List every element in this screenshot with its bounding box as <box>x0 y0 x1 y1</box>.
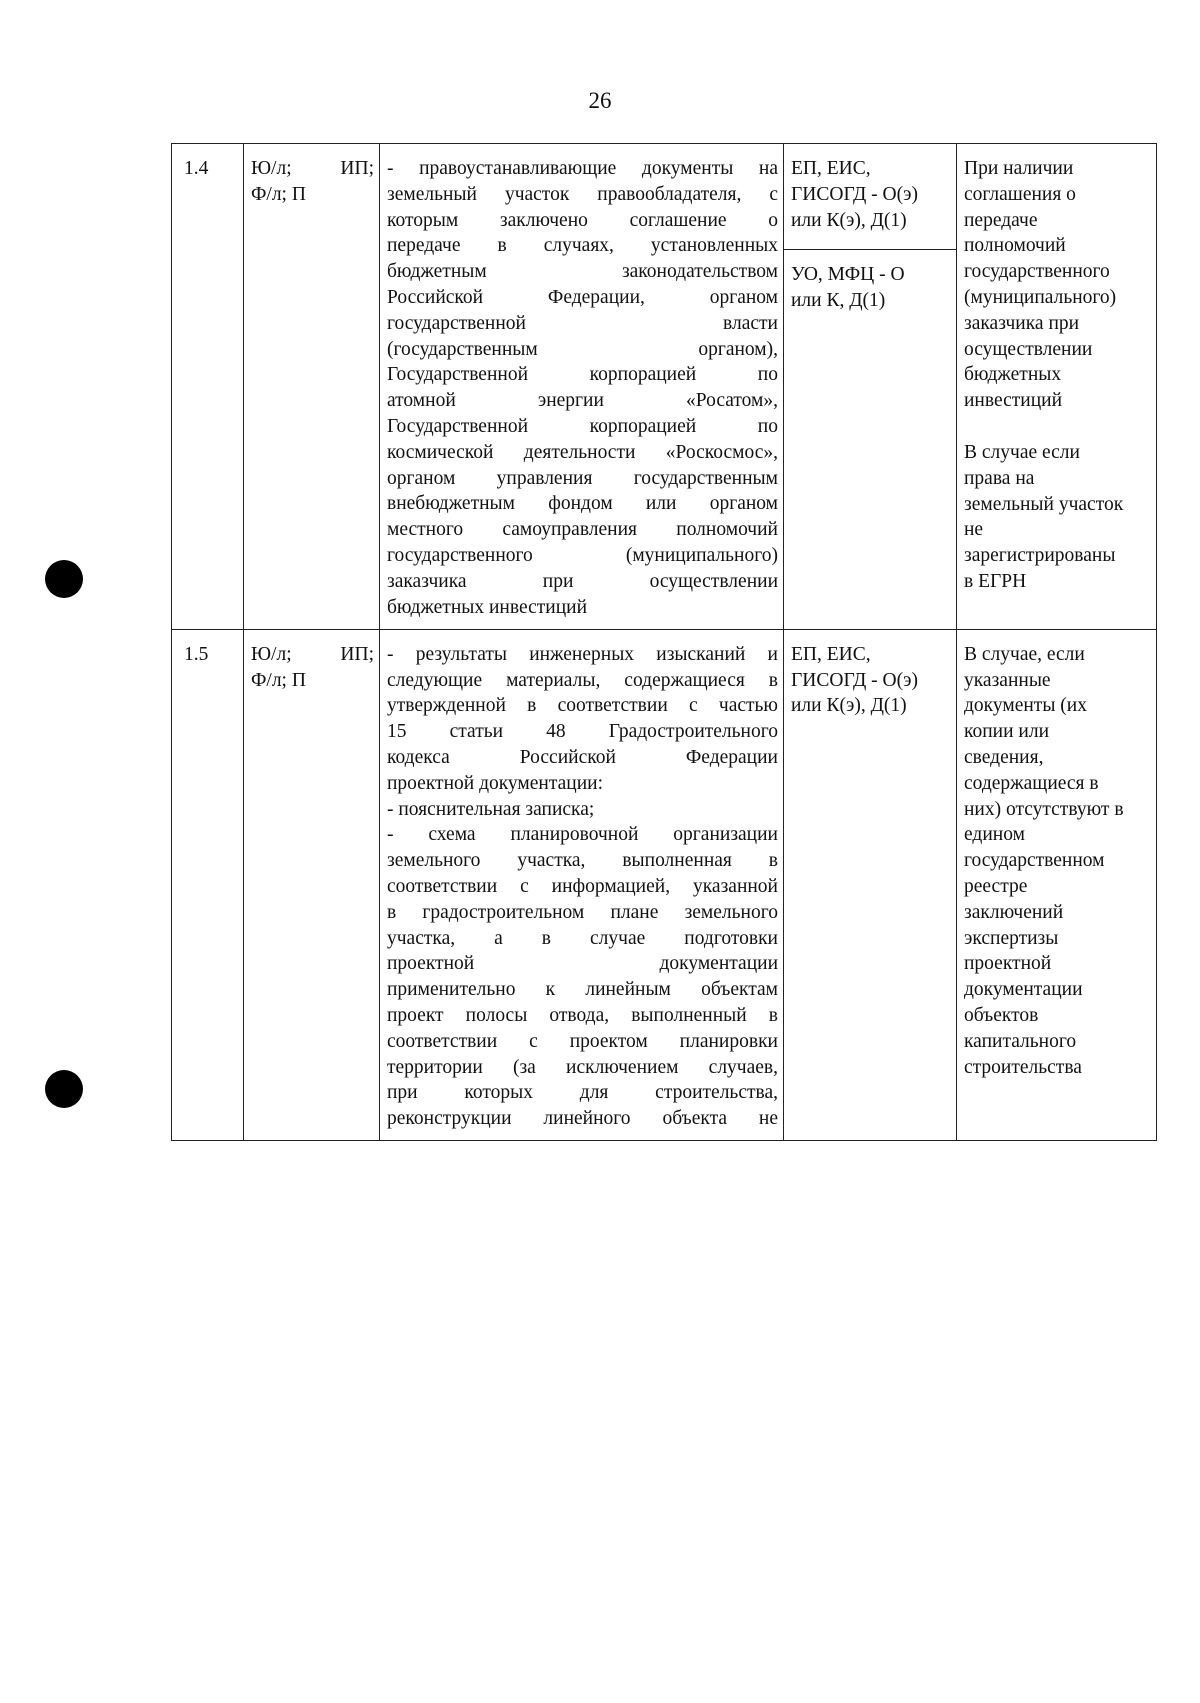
document-line: при которых для строительства, <box>387 1082 778 1104</box>
document-line: - пояснительная записка; <box>387 798 595 820</box>
document-line: Государственной корпорацией по <box>387 364 778 386</box>
document-line: внебюджетным фондом или органом <box>387 493 778 515</box>
document-line: земельный участок правообладателя, с <box>387 183 778 205</box>
note-line: них) отсутствуют в <box>964 798 1124 820</box>
document-description <box>380 629 784 1140</box>
applicant-type: ИП; <box>340 643 374 665</box>
note-line: При наличии <box>964 158 1074 179</box>
note-line: В случае, если <box>964 643 1085 665</box>
document-line: кодекса Российской Федерации <box>387 746 778 768</box>
note-line: едином <box>964 824 1025 846</box>
note-line: передаче <box>964 209 1038 231</box>
document-line: 15 статьи 48 Градостроительного <box>387 721 778 743</box>
note-line: заказчика при <box>964 312 1080 334</box>
note-line: документации <box>964 979 1083 1001</box>
table-row <box>172 629 1157 1140</box>
source-line: ЕП, ЕИС, <box>791 158 871 179</box>
document-line: заказчика при осуществлении <box>387 570 778 592</box>
source-option <box>784 250 956 322</box>
row-number: 1.5 <box>172 629 244 1140</box>
document-description <box>380 144 784 630</box>
note-line: осуществлении <box>964 338 1093 360</box>
page-number: 26 <box>588 88 612 113</box>
source-line: или К(э), Д(1) <box>791 209 907 231</box>
document-line: проектной документации: <box>387 772 603 794</box>
table-row <box>172 144 1157 630</box>
note-line: не <box>964 519 984 541</box>
document-line: государственного (муниципального) <box>387 544 778 566</box>
document-line: соответствии с проектом планировки <box>387 1030 778 1052</box>
row-number: 1.4 <box>172 144 244 630</box>
document-line: территории (за исключением случаев, <box>387 1056 778 1078</box>
document-line: проектной документации <box>387 953 778 975</box>
source-line: ГИСОГД - О(э) <box>791 669 918 691</box>
document-line: - правоустанавливающие документы на <box>387 158 778 179</box>
note-line: документы (их <box>964 695 1087 717</box>
document-line: (государственным органом), <box>387 338 778 360</box>
note-line: заключений <box>964 901 1064 923</box>
document-line: в градостроительном плане земельного <box>387 901 778 923</box>
document-line: которым заключено соглашение о <box>387 209 778 231</box>
note-line: государственного <box>964 261 1110 283</box>
note-paragraph <box>964 440 1151 595</box>
document-line: - результаты инженерных изысканий и <box>387 643 778 665</box>
note-line: проектной <box>964 953 1052 975</box>
note-cell <box>957 144 1157 630</box>
note-line: сведения, <box>964 746 1044 768</box>
applicant-type: Ю/л; <box>251 643 292 665</box>
note-line: полномочий <box>964 235 1066 257</box>
document-line: бюджетным законодательством <box>387 261 778 283</box>
document-line: проект полосы отвода, выполненный в <box>387 1004 778 1026</box>
applicant-cell <box>244 144 380 630</box>
source-line: или К(э), Д(1) <box>791 695 907 717</box>
source-line: ГИСОГД - О(э) <box>791 183 918 205</box>
source-line: или К, Д(1) <box>791 289 886 311</box>
document-line: реконструкции линейного объекта не <box>387 1108 778 1130</box>
document-line: бюджетных инвестиций <box>387 596 587 618</box>
note-line: экспертизы <box>964 927 1059 949</box>
applicant-cell <box>244 629 380 1140</box>
note-line: бюджетных <box>964 364 1062 386</box>
note-line: инвестиций <box>964 390 1063 412</box>
source-cell <box>784 629 957 1140</box>
note-line: содержащиеся в <box>964 772 1099 794</box>
requirements-table <box>171 143 1157 1141</box>
note-paragraph <box>964 642 1151 1081</box>
document-line: органом управления государственным <box>387 467 778 489</box>
document-line: применительно к линейным объектам <box>387 979 778 1001</box>
applicant-type: Ф/л; П <box>251 669 306 691</box>
note-line: В случае если <box>964 441 1080 463</box>
source-line: ЕП, ЕИС, <box>791 643 871 665</box>
punch-hole-lower <box>45 1070 83 1108</box>
note-line: в ЕГРН <box>964 570 1027 592</box>
document-line: - схема планировочной организации <box>387 824 778 846</box>
note-cell <box>957 629 1157 1140</box>
document-line: Государственной корпорацией по <box>387 415 778 437</box>
source-line: УО, МФЦ - О <box>791 264 905 285</box>
source-option <box>784 144 956 250</box>
applicant-type: Ф/л; П <box>251 183 306 205</box>
note-line: соглашения о <box>964 183 1076 205</box>
document-line: местного самоуправления полномочий <box>387 519 778 541</box>
note-line: зарегистрированы <box>964 545 1116 567</box>
document-line: следующие материалы, содержащиеся в <box>387 669 778 691</box>
document-line: государственной власти <box>387 312 778 334</box>
note-line: объектов <box>964 1004 1039 1026</box>
document-line: участка, а в случае подготовки <box>387 927 778 949</box>
note-line: государственном <box>964 850 1105 872</box>
note-line: копии или <box>964 721 1050 743</box>
applicant-type: Ю/л; <box>251 158 292 179</box>
note-line: (муниципального) <box>964 286 1117 308</box>
document-line: космической деятельности «Роскосмос», <box>387 441 778 463</box>
source-cell <box>784 144 957 630</box>
document-line: земельного участка, выполненная в <box>387 850 778 872</box>
note-line: земельный участок <box>964 493 1124 515</box>
document-line: атомной энергии «Росатом», <box>387 390 778 412</box>
document-line: передаче в случаях, установленных <box>387 235 778 257</box>
note-paragraph <box>964 156 1151 414</box>
note-line: строительства <box>964 1056 1082 1078</box>
document-line: утвержденной в соответствии с частью <box>387 695 778 717</box>
punch-hole-upper <box>45 560 83 598</box>
note-line: реестре <box>964 875 1028 897</box>
document-line: соответствии с информацией, указанной <box>387 875 778 897</box>
note-line: права на <box>964 467 1035 489</box>
document-line: Российской Федерации, органом <box>387 286 778 308</box>
note-line: капитального <box>964 1030 1077 1052</box>
applicant-type: ИП; <box>340 158 374 179</box>
note-line: указанные <box>964 669 1051 691</box>
